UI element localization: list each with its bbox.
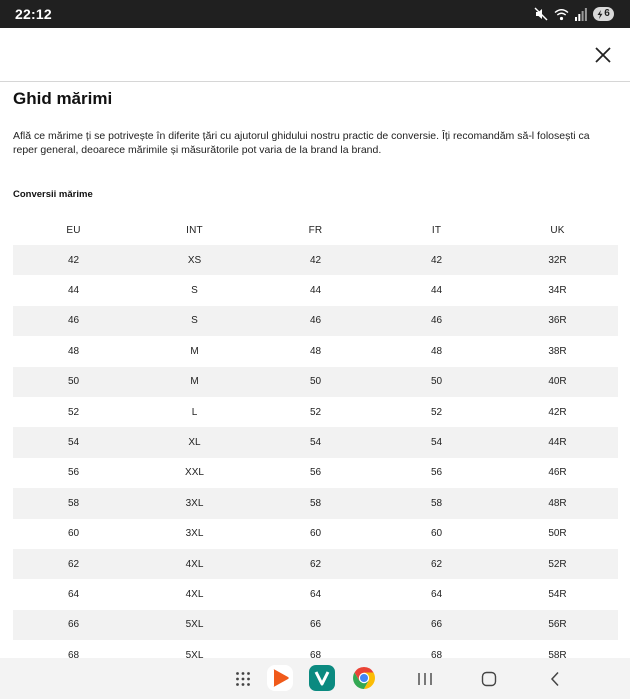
cell-uk: 46R: [548, 467, 567, 479]
cell-eu: 44: [67, 285, 80, 297]
table-row: [13, 245, 618, 275]
apps-grid-button[interactable]: [232, 669, 254, 689]
cell-uk: 56R: [497, 610, 618, 640]
section-title: Conversii mărime: [13, 189, 93, 200]
cell-uk: 44R: [497, 427, 618, 457]
cell-eu: 52: [67, 406, 80, 418]
cell-eu: 48: [67, 345, 80, 357]
cell-int: M: [190, 345, 199, 357]
cell-it: 52: [430, 406, 443, 418]
column-header-fr: FR: [308, 224, 323, 236]
cell-eu: 58: [13, 488, 134, 518]
cell-uk: 32R: [497, 245, 618, 275]
cell-int: XS: [134, 245, 255, 275]
cell-it: 64: [430, 588, 443, 600]
close-icon: [590, 42, 616, 68]
cell-int: XXL: [185, 467, 204, 479]
cell-fr: 42: [255, 245, 376, 275]
cell-int: S: [134, 306, 255, 336]
back-button[interactable]: [544, 668, 566, 690]
cell-int: 3XL: [185, 528, 204, 540]
cell-eu: 62: [13, 549, 134, 579]
table-header-row: [13, 215, 618, 245]
cell-eu: 42: [13, 245, 134, 275]
cell-fr: 68: [309, 649, 322, 658]
apps-grid-icon: [235, 671, 251, 687]
cell-int: 3XL: [134, 488, 255, 518]
green-v-app-button[interactable]: [309, 665, 335, 691]
cell-it: 58: [376, 488, 497, 518]
cell-uk: 34R: [548, 285, 567, 297]
cell-uk: 38R: [548, 345, 567, 357]
orange-play-app-icon: [267, 665, 293, 691]
cell-fr: 66: [255, 610, 376, 640]
table-row: [13, 367, 618, 397]
recent-apps-icon: [417, 672, 433, 686]
table-row: [13, 397, 618, 427]
cell-fr: 64: [309, 588, 322, 600]
cell-eu: 56: [67, 467, 80, 479]
table-row: [13, 579, 618, 609]
cell-eu: 46: [13, 306, 134, 336]
cell-eu: 60: [67, 528, 80, 540]
table-row: [13, 275, 618, 305]
battery-level: 6: [604, 8, 610, 19]
cell-uk: 58R: [548, 649, 567, 658]
cell-uk: 52R: [497, 549, 618, 579]
table-row: [13, 640, 618, 658]
cell-uk: 50R: [548, 528, 567, 540]
cell-fr: 62: [255, 549, 376, 579]
cell-int: 4XL: [185, 588, 204, 600]
cell-it: 56: [430, 467, 443, 479]
cell-uk: 54R: [548, 588, 567, 600]
cell-eu: 54: [13, 427, 134, 457]
cell-int: L: [191, 406, 198, 418]
cell-fr: 58: [255, 488, 376, 518]
cell-fr: 44: [309, 285, 322, 297]
wifi-icon: [554, 8, 569, 21]
column-header-int: INT: [186, 224, 203, 236]
cell-uk: 48R: [497, 488, 618, 518]
cell-int: 4XL: [134, 549, 255, 579]
navigation-bar: [0, 658, 630, 699]
cell-eu: 50: [13, 367, 134, 397]
table-row: [13, 306, 618, 336]
cell-uk: 42R: [548, 406, 567, 418]
cell-it: 44: [430, 285, 443, 297]
cell-fr: 52: [309, 406, 322, 418]
table-row: [13, 549, 618, 579]
cell-fr: 54: [255, 427, 376, 457]
signal-icon: [575, 8, 587, 21]
size-conversion-table: [13, 215, 618, 658]
status-icons: [534, 6, 614, 22]
recent-apps-button[interactable]: [414, 669, 436, 689]
status-time: 22:12: [15, 6, 52, 22]
table-row: [13, 488, 618, 518]
cell-fr: 56: [309, 467, 322, 479]
cell-it: 60: [430, 528, 443, 540]
size-guide-content[interactable]: [0, 82, 630, 658]
cell-int: M: [134, 367, 255, 397]
intro-text: Află ce mărime ți se potrivește în diferite țări cu ajutorul ghidului nostru practic de conversie. Îți recomandăm să-l folosești ca reper general, deoarece mărimile și măsurătorile pot varia de la brand la brand.: [13, 130, 590, 156]
table-row: [13, 427, 618, 457]
cell-it: 68: [430, 649, 443, 658]
green-v-app-icon: [309, 665, 335, 691]
cell-it: 46: [376, 306, 497, 336]
cell-eu: 64: [67, 588, 80, 600]
chrome-icon: [352, 666, 376, 690]
cell-fr: 46: [255, 306, 376, 336]
cell-it: 48: [430, 345, 443, 357]
cell-fr: 50: [255, 367, 376, 397]
cell-it: 42: [376, 245, 497, 275]
cell-int: XL: [134, 427, 255, 457]
cell-fr: 48: [309, 345, 322, 357]
mute-icon: [534, 7, 548, 21]
cell-it: 66: [376, 610, 497, 640]
cell-it: 50: [376, 367, 497, 397]
cell-int: 5XL: [185, 649, 204, 658]
cell-int: S: [191, 285, 198, 297]
column-header-uk: UK: [550, 224, 565, 236]
table-row: [13, 458, 618, 488]
cell-int: 5XL: [134, 610, 255, 640]
status-bar: [0, 0, 630, 28]
table-row: [13, 336, 618, 366]
cell-eu: 68: [67, 649, 80, 658]
cell-uk: 40R: [497, 367, 618, 397]
close-button[interactable]: [590, 42, 616, 68]
home-button[interactable]: [478, 668, 500, 690]
column-header-it: IT: [431, 224, 442, 236]
orange-play-app-button[interactable]: [267, 665, 293, 691]
cell-it: 62: [376, 549, 497, 579]
page-title: Ghid mărimi: [13, 89, 113, 108]
cell-it: 54: [376, 427, 497, 457]
cell-uk: 36R: [497, 306, 618, 336]
battery-icon: [593, 7, 614, 21]
back-icon: [549, 671, 561, 687]
table-row: [13, 519, 618, 549]
cell-eu: 66: [13, 610, 134, 640]
chrome-button[interactable]: [351, 665, 377, 691]
home-icon: [481, 671, 497, 687]
modal-header: [0, 28, 630, 82]
table-row: [13, 610, 618, 640]
column-header-eu: EU: [66, 224, 81, 236]
cell-fr: 60: [309, 528, 322, 540]
